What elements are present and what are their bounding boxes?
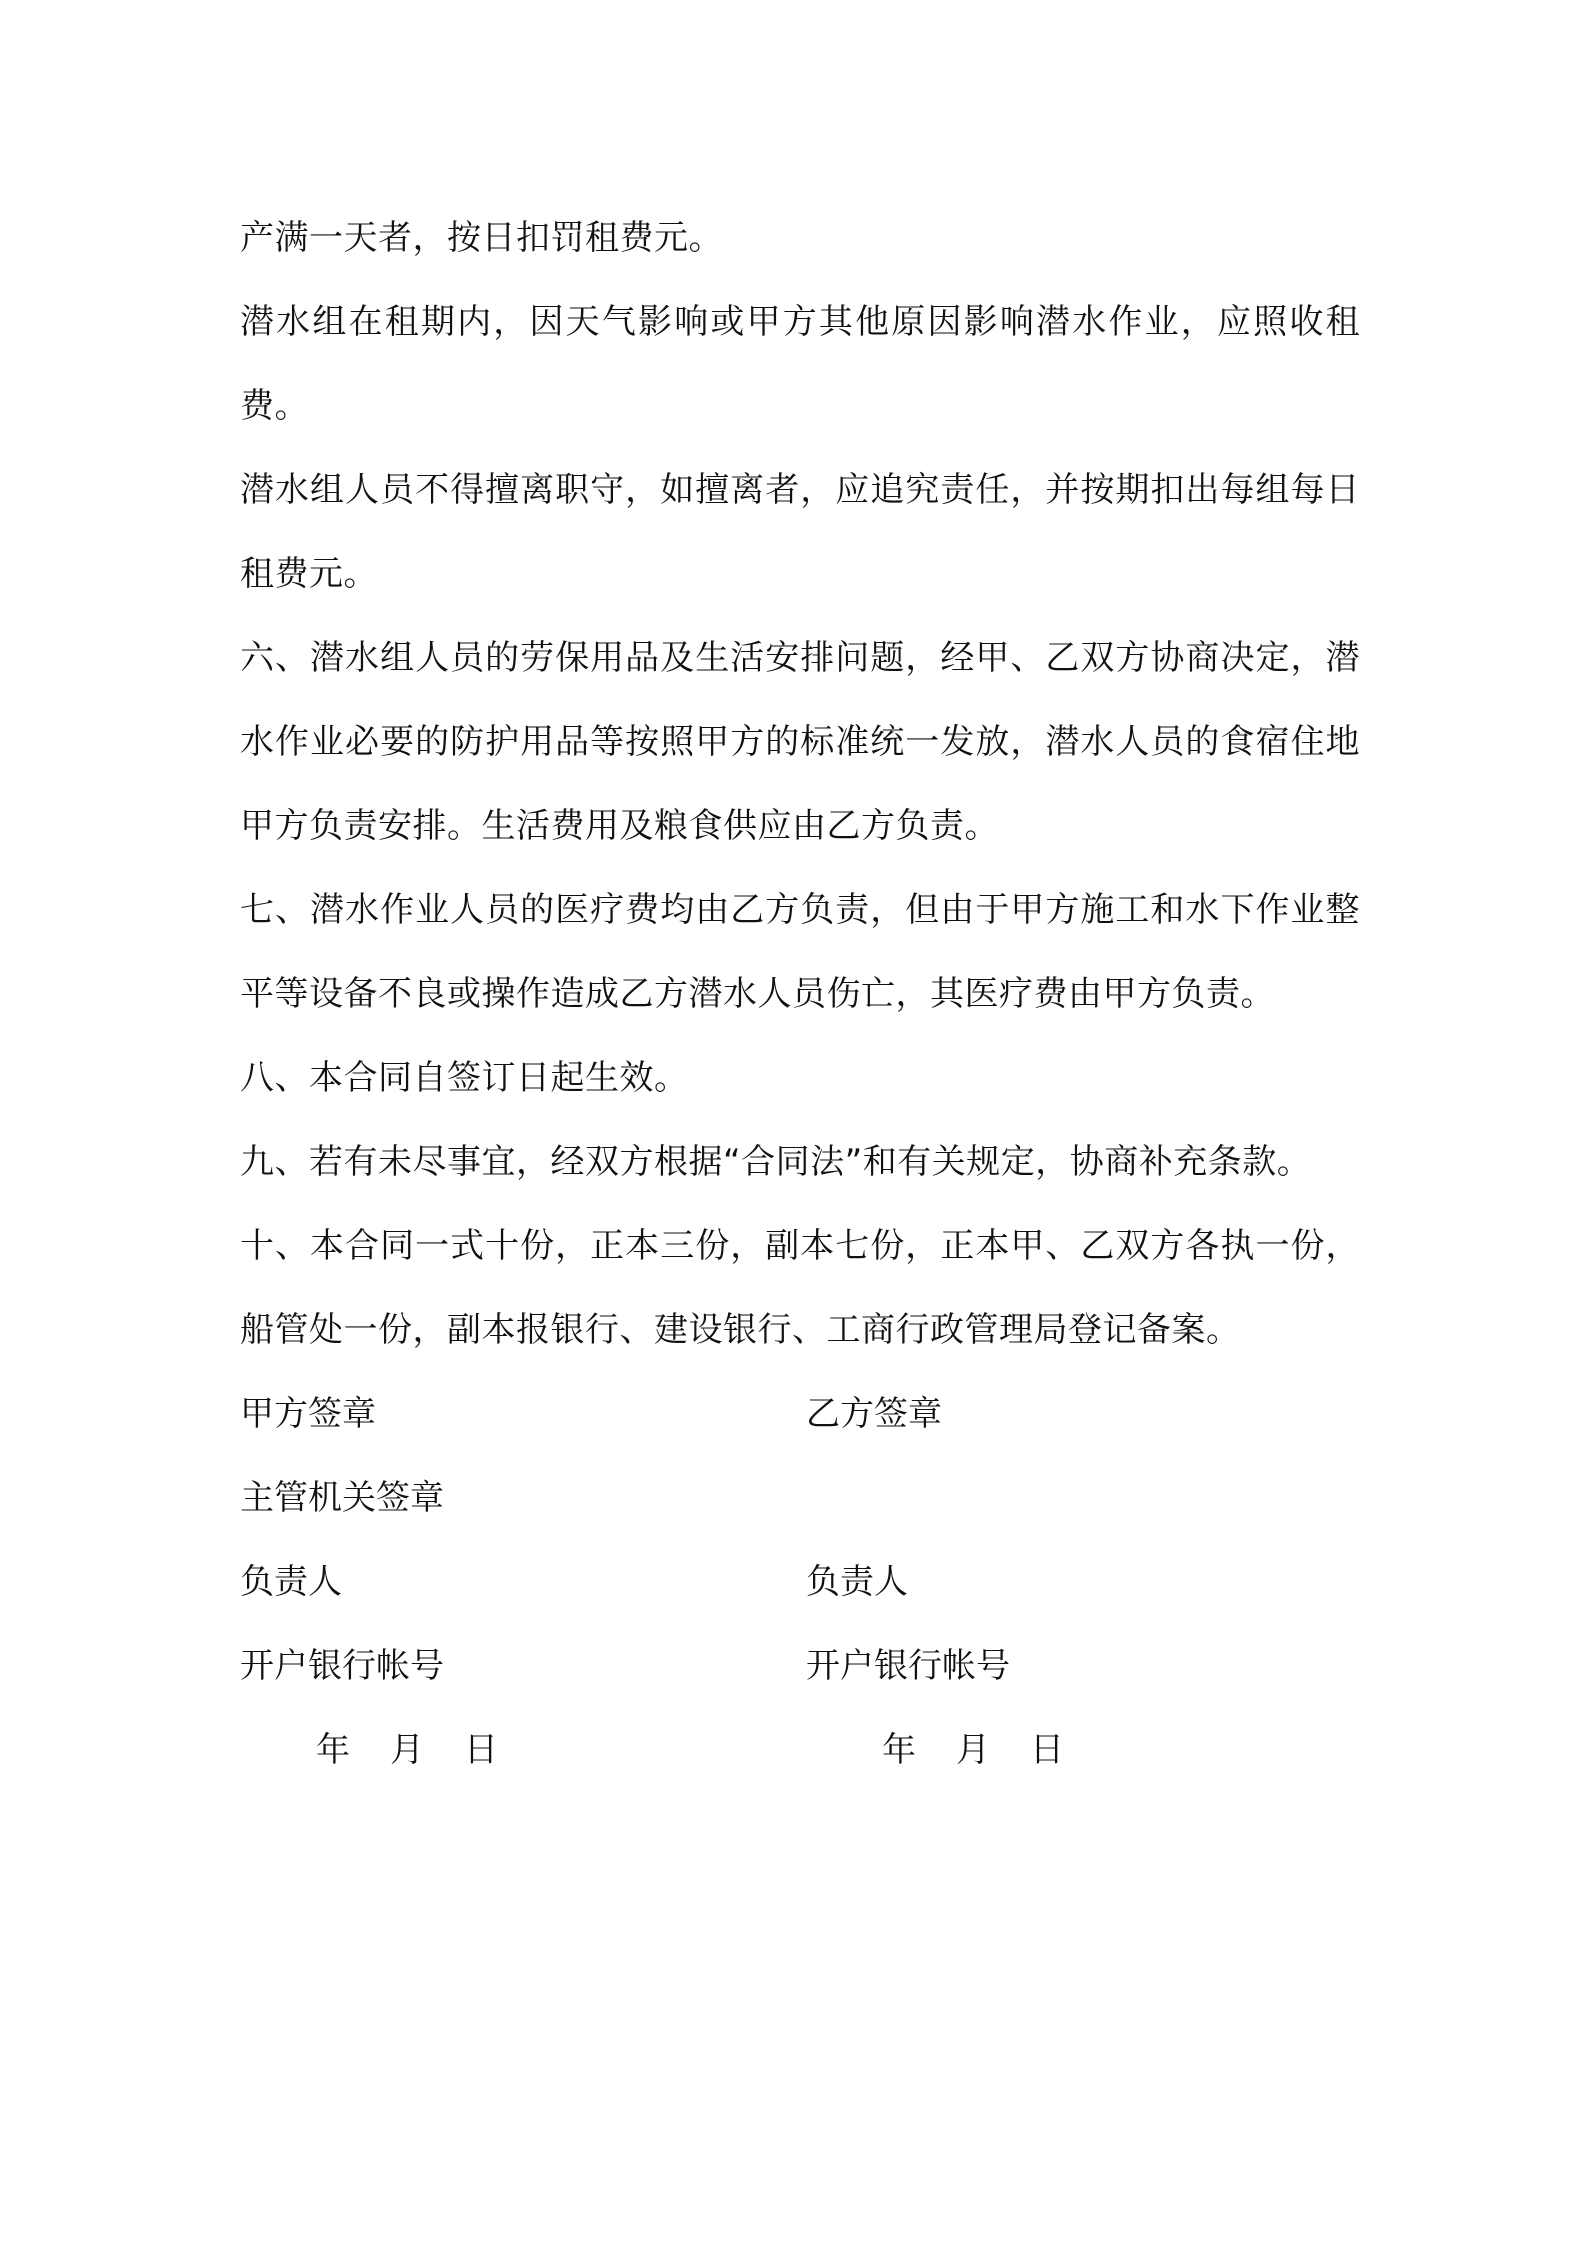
paragraph-penalty-daily: 产满一天者，按日扣罚租费元。 bbox=[240, 218, 723, 258]
party-a-responsible-label: 负责人 bbox=[240, 1562, 342, 1602]
contract-page bbox=[240, 196, 1360, 1792]
paragraph-weather-rent: 潜水组在租期内，因天气影响或甲方其他原因影响潜水作业，应照收租费。 bbox=[240, 302, 1360, 426]
party-a-date-year: 年 bbox=[316, 1730, 350, 1770]
paragraph-article-7: 七、潜水作业人员的医疗费均由乙方负责，但由于甲方施工和水下作业整平等设备不良或操作造成乙方潜水人员伤亡，其医疗费由甲方负责。 bbox=[240, 890, 1360, 1014]
signature-row-responsible bbox=[240, 1540, 1360, 1624]
paragraph-article-8: 八、本合同自签订日起生效。 bbox=[240, 1058, 689, 1098]
signature-row-bank bbox=[240, 1624, 1360, 1708]
signature-row-date bbox=[240, 1708, 1360, 1792]
party-b-responsible-label: 负责人 bbox=[806, 1562, 908, 1602]
party-b-bank-label: 开户银行帐号 bbox=[806, 1646, 1010, 1686]
signature-row-seals bbox=[240, 1372, 1360, 1456]
paragraph-article-10: 十、本合同一式十份，正本三份，副本七份，正本甲、乙双方各执一份，船管处一份，副本报银行、建设银行、工商行政管理局登记备案。 bbox=[240, 1226, 1360, 1350]
party-a-date-day: 日 bbox=[464, 1730, 498, 1770]
signature-row-authority bbox=[240, 1456, 1360, 1540]
party-b-date-year: 年 bbox=[882, 1730, 916, 1770]
party-a-date-month: 月 bbox=[390, 1730, 424, 1770]
party-a-seal-label: 甲方签章 bbox=[240, 1394, 376, 1434]
paragraph-absence-penalty: 潜水组人员不得擅离职守，如擅离者，应追究责任，并按期扣出每组每日租费元。 bbox=[240, 470, 1360, 594]
party-b-date-day: 日 bbox=[1030, 1730, 1064, 1770]
party-b-date bbox=[882, 1708, 1064, 1792]
party-a-bank-label: 开户银行帐号 bbox=[240, 1646, 444, 1686]
party-b-date-month: 月 bbox=[956, 1730, 990, 1770]
party-a-date bbox=[316, 1708, 498, 1792]
paragraph-article-6: 六、潜水组人员的劳保用品及生活安排问题，经甲、乙双方协商决定，潜水作业必要的防护用品等按照甲方的标准统一发放，潜水人员的食宿住地甲方负责安排。生活费用及粮食供应由乙方负责。 bbox=[240, 638, 1360, 846]
authority-seal-label: 主管机关签章 bbox=[240, 1478, 444, 1518]
party-b-seal-label: 乙方签章 bbox=[806, 1394, 942, 1434]
paragraph-article-9: 九、若有未尽事宜，经双方根据“合同法”和有关规定，协商补充条款。 bbox=[240, 1142, 1312, 1182]
